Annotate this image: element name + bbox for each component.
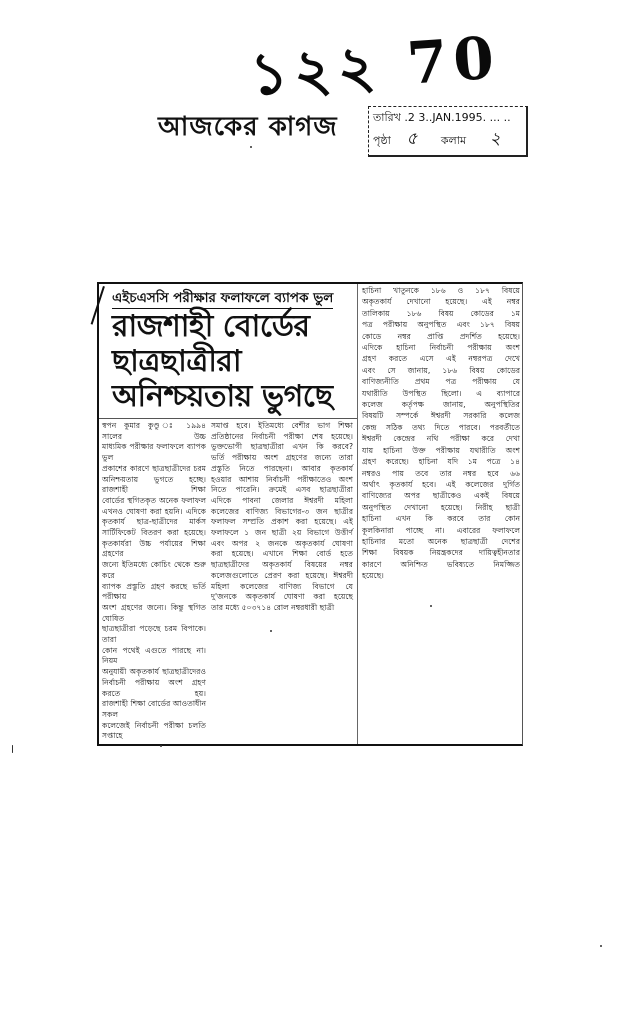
article-text-line: শিক্ষা বিষয়ক নিয়ন্ত্রকদের দায়িত্বহীনতার xyxy=(362,548,520,558)
article-text-line: যথারীতি উপস্থিত ছিলো। এ ব্যাপারে xyxy=(362,388,520,398)
article-text-line: কলেজগুলোতে প্রেরণ করা হয়েছে। ঈশ্বরদী xyxy=(211,570,353,580)
article-text-line: ভুক্তভোগী ছাত্রছাত্রীরা এখন কি করবে? xyxy=(211,442,353,452)
article-text-line: সমাপ্ত হবে। ইতিমধ্যে বেশীর ভাগ শিক্ষা xyxy=(211,421,353,430)
archive-stamp xyxy=(368,106,528,157)
article-text-line: জন্যে ইতিমধ্যে কোচিং থেকে শুরু করে xyxy=(102,560,206,580)
stamp-page-value: ৫ xyxy=(406,129,418,149)
article-text-line: এদিকে পাবনা জেলার ঈশ্বরদী মহিলা xyxy=(211,495,353,505)
article-text-line: দু'জনকে অকৃতকার্য ঘোষণা করা হয়েছে xyxy=(211,592,353,602)
article-text-line: মহিলা কলেজের বাণিজ্য বিভাগে যে xyxy=(211,581,353,591)
article-text-line: এবং সে জানায়, ১৮৬ বিষয় কোডের xyxy=(362,365,520,375)
article-text-line: স্বপন কুমার কুণ্ডু ঃ ১৯৯৪ সালের উচ্চ xyxy=(102,421,206,441)
article-text-line: কোডে নম্বর প্রাপ্তি প্রদর্শিত হয়েছে। xyxy=(362,331,520,341)
newspaper-clipping xyxy=(97,282,523,746)
article-text-line: অংশ গ্রহণের জন্যে। কিন্তু স্থগিত ঘোষিত xyxy=(102,602,206,623)
article-text-line: ব্যাপক প্রস্তুতি গ্রহণ করছে ভর্তি পরীক্ষায় xyxy=(102,581,206,602)
article-column-2 xyxy=(211,421,353,742)
article-text-line: প্রতিষ্ঠানের নির্বাচনী পরীক্ষা শেষ হয়েছে। xyxy=(211,431,353,441)
article-text-line: করা হয়েছে। এখানে শিক্ষা বোর্ড হতে xyxy=(211,549,353,559)
handwritten-archive-number: ১২২ 70 xyxy=(247,23,503,109)
article-text-line: হাচিনার মতো অনেক ছাত্রছাত্রী দেশের xyxy=(362,536,520,546)
article-text-line: কূলকিনারা পাচ্ছে না। এবারের ফলাফলে xyxy=(362,525,520,535)
article-text-line: ঈশ্বরদী কেন্দ্রের নথি পরীক্ষা করে দেখা xyxy=(362,434,520,444)
stamp-page-row xyxy=(373,128,522,152)
article-text-line: পত্র পরীক্ষায় অনুপস্থিত এবং ১৮৭ বিষয় xyxy=(362,320,520,330)
article-text-line: নম্বরও পায় তবে তার নম্বর হবে ৬৬ xyxy=(362,468,520,478)
article-column-1 xyxy=(102,421,206,742)
article-headline: রাজশাহী বোর্ডের ছাত্রছাত্রীরা xyxy=(112,309,310,379)
article-text-line: কলেজের বাণিজ্য বিভাগের-৩ জন ছাত্রীর xyxy=(211,506,353,516)
article-text-line: হাচিনা এখন কি করবে তার কোন xyxy=(362,514,520,524)
article-text-line: এদিকে হাচিনা নির্বাচনী পরীক্ষায় অংশ xyxy=(362,343,520,353)
article-text-line: বোর্ডের স্থগিতকৃত অনেক ফলাফল xyxy=(102,495,206,505)
article-text-line: ছাত্রছাত্রীদের অকৃতকার্য বিষয়ের নম্বর xyxy=(211,560,353,570)
article-headline-line2: অনিশ্চয়তায় ভুগছে xyxy=(112,379,333,414)
article-text-line: কারণে অনিশ্চিত ভবিষ্যতে নিমজ্জিত xyxy=(362,559,520,569)
article-text-line: বাণিজ্যের অপর ছাত্রীকেও একই বিষয়ে xyxy=(362,491,520,501)
article-text-line: কোন পথেই এগুতে পারছে না। নিয়ম xyxy=(102,645,206,666)
article-text-line: যায় হাচিনা উক্ত পরীক্ষায় যথারীতি অংশ xyxy=(362,445,520,455)
stamp-page-label: পৃষ্ঠা xyxy=(373,134,391,147)
article-text-line: নির্বাচনী পরীক্ষায় অংশ গ্রহণ করতে হয়। xyxy=(102,677,206,698)
article-text-line: মাধ্যমিক পরীক্ষার ফলাফলে ব্যাপক ভুল xyxy=(102,442,206,463)
article-text-line: রাজশাহী শিক্ষা বোর্ডের আওতাধীন সকল xyxy=(102,699,206,719)
article-text-line: কলেজেই নির্বাচনী পরীক্ষা চলতি সপ্তাহে xyxy=(102,720,206,741)
article-text-line: অনুযায়ী অকৃতকার্য ছাত্রছাত্রীদেরও xyxy=(102,667,206,677)
stamp-column-value: ২ xyxy=(489,129,501,149)
article-text-line: এবং অপর ২ জনকে অকৃতকার্য ঘোষণা xyxy=(211,538,353,548)
article-text-line: হওয়ার আশায় নির্বাচনী পরীক্ষাতেও অংশ xyxy=(211,474,353,484)
article-text-line: ছাত্রছাত্রীরা পড়েছে চরম বিপাকে। তারা xyxy=(102,624,206,645)
article-text-line: অনুপস্থিত দেখানো হয়েছে। নিরীহ ছাত্রী xyxy=(362,502,520,512)
article-text-line: হাচিনা খাতুনকে ১৮৬ ও ১৮৭ বিষয়ে xyxy=(362,286,520,295)
stamp-date-label: তারিখ xyxy=(373,111,401,124)
article-text-line: এখনও ঘোষণা করা হয়নি। এদিকে xyxy=(102,506,206,516)
article-text-line: বিষয়টি সম্পর্কে ঈশ্বরদী সরকারি কলেজ xyxy=(362,411,520,421)
article-text-line: প্রকাশের কারণে ছাত্রছাত্রীদের চরম xyxy=(102,463,206,473)
stamp-column-label: কলাম xyxy=(440,134,467,147)
article-subhead: এইচএসসি পরীক্ষার ফলাফলে ব্যাপক ভুল xyxy=(112,290,333,309)
article-text-line: তালিকায় ১৮৬ বিষয় কোডের ১ম xyxy=(362,308,520,318)
article-text-line: গ্রহণ করেছে। হাচিনা যদি ১ম পত্রে ১৪ xyxy=(362,457,520,467)
article-body xyxy=(99,419,357,744)
article-text-line: অর্থাৎ কৃতকার্য হবে। এই কলেজের দুর্গিত xyxy=(362,479,520,489)
headline-block xyxy=(99,284,357,419)
article-text-line: নিতে পারেনি। ক্রমেই এসব ছাত্রছাত্রীরা xyxy=(211,485,353,495)
stamp-date-row xyxy=(373,110,522,126)
article-text-line: বাণিজ্যনীতি প্রথম পত্র পরীক্ষায় যে xyxy=(362,377,520,387)
article-text-line: ভর্তি পরীক্ষায় অংশ গ্রহণের জন্যে তারা xyxy=(211,453,353,463)
article-text-line: অকৃতকার্য দেখানো হয়েছে। এই নম্বর xyxy=(362,297,520,307)
article-text-line: কেন্দ্র সঠিক তথ্য দিতে পারবে। পরবর্তীতে xyxy=(362,422,520,432)
article-text-line: হয়েছে। xyxy=(362,571,384,581)
newspaper-masthead: আজকের কাগজ xyxy=(158,112,338,142)
article-text-line: প্রস্তুতি নিতে পারছেনা। আবার কৃতকার্য xyxy=(211,463,353,473)
article-text-line: কলেজ কর্তৃপক্ষ জানায়, অনুপস্থিতির xyxy=(362,400,520,410)
article-text-line: কৃতকার্যরা উচ্চ পর্যায়ের শিক্ষা গ্রহণের xyxy=(102,538,206,559)
article-text-line: অনিশ্চয়তায় ভুগতে হচ্ছে। রাজশাহী শিক্ষা xyxy=(102,474,206,495)
article-text-line: গ্রহণ করতে এসে এই নম্বরপত্র দেখে xyxy=(362,354,520,364)
article-text-line: সার্টিফিকেট বিতরণ করা হয়েছে। xyxy=(102,528,206,538)
clipping-left-part xyxy=(99,284,358,744)
stamp-date-value: .2 3..JAN.1995. ... .. xyxy=(404,111,511,124)
article-text-line: কৃতকার্য ছাত্র-ছাত্রীদের মার্কস xyxy=(102,517,206,527)
article-text-line: তার মধ্যে ৫০৩৭১৪ রোল নম্বরধারী ছাত্রী xyxy=(211,602,335,612)
article-column-3 xyxy=(358,284,523,584)
article-text-line: ফলাফলে ১ জন ছাত্রী ২য় বিভাগে উত্তীর্ণ xyxy=(211,528,353,538)
article-text-line: ফলাফল সম্প্রতি প্রকাশ করা হয়েছে। এই xyxy=(211,517,353,527)
